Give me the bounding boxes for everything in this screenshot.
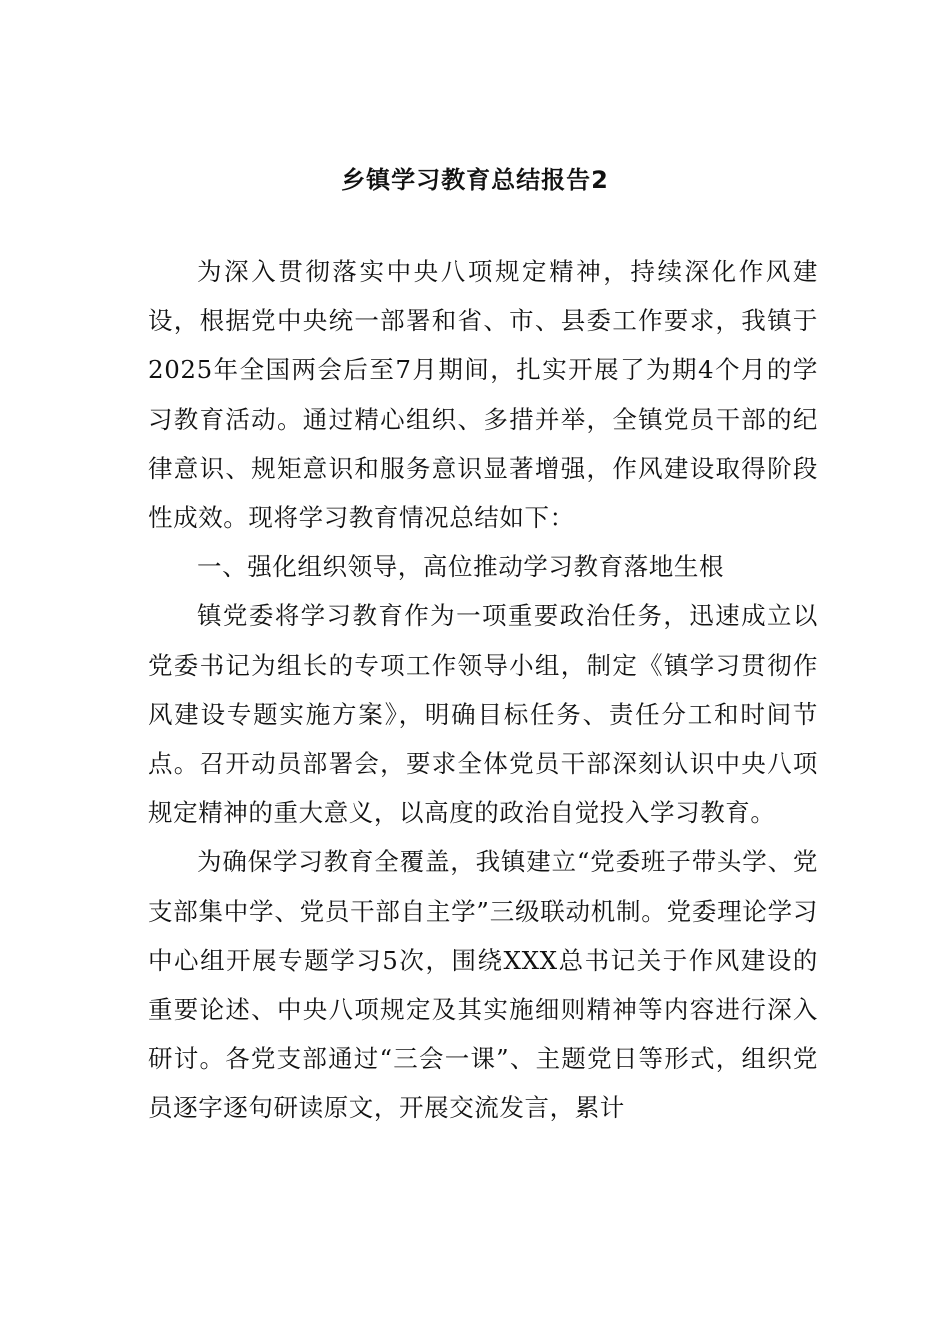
section-heading-1: 一、强化组织领导，高位推动学习教育落地生根 [197,552,725,582]
document-body [148,247,818,1133]
paragraph-organization: 镇党委将学习教育作为一项重要政治任务，迅速成立以党委书记为组长的专项工作领导小组，制定《镇学习贯彻作风建设专题实施方案》，明确目标任务、责任分工和时间节点。召开动员部署会，要求全体党员干部深刻认识中央八项规定精神的重大意义，以高度的政治自觉投入学习教育。 [148,601,818,828]
document-title: 乡镇学习教育总结报告2 [341,166,609,194]
paragraph-intro: 为深入贯彻落实中央八项规定精神，持续深化作风建设，根据党中央统一部署和省、市、县委工作要求，我镇于2025年全国两会后至7月期间，扎实开展了为期4个月的学习教育活动。通过精心组织、多措并举，全镇党员干部的纪律意识、规矩意识和服务意识显著增强，作风建设取得阶段性成效。现将学习教育情况总结如下： [148,257,818,533]
paragraph-coverage: 为确保学习教育全覆盖，我镇建立“党委班子带头学、党支部集中学、党员干部自主学”三级联动机制。党委理论学习中心组开展专题学习5次，围绕XXX总书记关于作风建设的重要论述、中央八项规定及其实施细则精神等内容进行深入研讨。各党支部通过“三会一课”、主题党日等形式，组织党员逐字逐句研读原文，开展交流发言，累计 [148,847,818,1123]
